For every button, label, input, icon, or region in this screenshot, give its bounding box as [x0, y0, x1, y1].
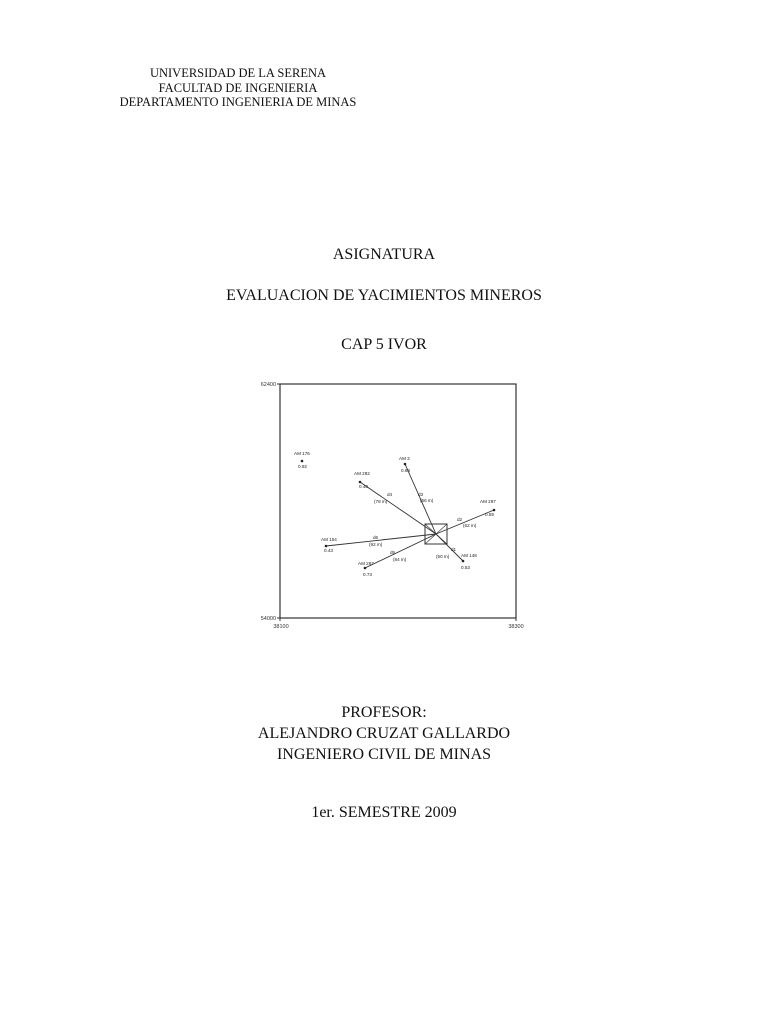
sample-point-am282 — [359, 481, 362, 484]
distance-value-d4: (78 m) — [374, 499, 388, 504]
semester-label: 1er. SEMESTRE 2009 — [311, 804, 457, 821]
sample-id-am148: AM 148 — [461, 553, 477, 558]
sample-value-am3: 0.68 — [401, 468, 410, 473]
y-top-label: 62400 — [260, 382, 276, 388]
sample-value-am154: 0.43 — [324, 548, 333, 553]
distance-value-d2: (62 m) — [463, 523, 477, 528]
y-bottom-label: 54000 — [260, 616, 276, 622]
x-left-label: 38100 — [273, 624, 289, 630]
professor-title: INGENIERO CIVIL DE MINAS — [276, 746, 492, 763]
sample-point-am287 — [364, 567, 367, 570]
x-right-label: 38300 — [508, 624, 524, 630]
sample-id-am287: AM 287 — [358, 561, 374, 566]
sample-point-am3 — [404, 463, 407, 466]
sample-value-am282: 0.40 — [359, 484, 368, 489]
sample-point-am176 — [301, 460, 304, 463]
distance-value-d3: (56 m) — [420, 498, 434, 503]
sample-point-am297 — [493, 509, 496, 512]
sample-value-am287: 0.73 — [363, 572, 372, 577]
sample-value-am176: 0.92 — [298, 464, 307, 469]
sample-point-am148 — [462, 560, 465, 563]
distance-label-d1: d1 — [451, 547, 457, 552]
professor-name: ALEJANDRO CRUZAT GALLARDO — [257, 725, 511, 742]
university-name: UNIVERSIDAD DE LA SERENA — [149, 66, 327, 80]
sample-id-am297: AM 297 — [480, 499, 496, 504]
distance-value-d1: (50 m) — [436, 554, 450, 559]
chapter-title: CAP 5 IVOR — [341, 336, 427, 353]
distance-value-d5: (84 m) — [393, 557, 407, 562]
sample-value-am297: 0.59 — [485, 512, 494, 517]
faculty-name: FACULTAD DE INGENIERIA — [158, 80, 318, 95]
sample-id-am282: AM 282 — [354, 471, 370, 476]
professor-block — [0, 702, 768, 765]
distance-label-d5: d5 — [390, 550, 396, 555]
professor-label: PROFESOR: — [341, 704, 427, 721]
distance-label-d3: d3 — [418, 492, 424, 497]
inverse-distance-diagram — [250, 376, 530, 638]
sample-id-am176: AM 176 — [294, 451, 310, 456]
distance-label-d4: d4 — [387, 492, 393, 497]
sample-value-am148: 0.53 — [461, 565, 470, 570]
subject-label: ASIGNATURA — [332, 246, 436, 263]
institution-header — [110, 66, 366, 110]
sample-id-am154: AM 154 — [321, 537, 337, 542]
distance-label-d2: d2 — [457, 517, 463, 522]
sample-id-am3: AM 3 — [399, 456, 410, 461]
distance-value-d6: (92 m) — [369, 542, 383, 547]
distance-label-d6: d6 — [373, 535, 379, 540]
department-name: DEPARTAMENTO INGENIERIA DE MINAS — [119, 95, 357, 109]
sample-point-am154 — [325, 545, 328, 548]
course-title: EVALUACION DE YACIMIENTOS MINEROS — [226, 287, 542, 304]
